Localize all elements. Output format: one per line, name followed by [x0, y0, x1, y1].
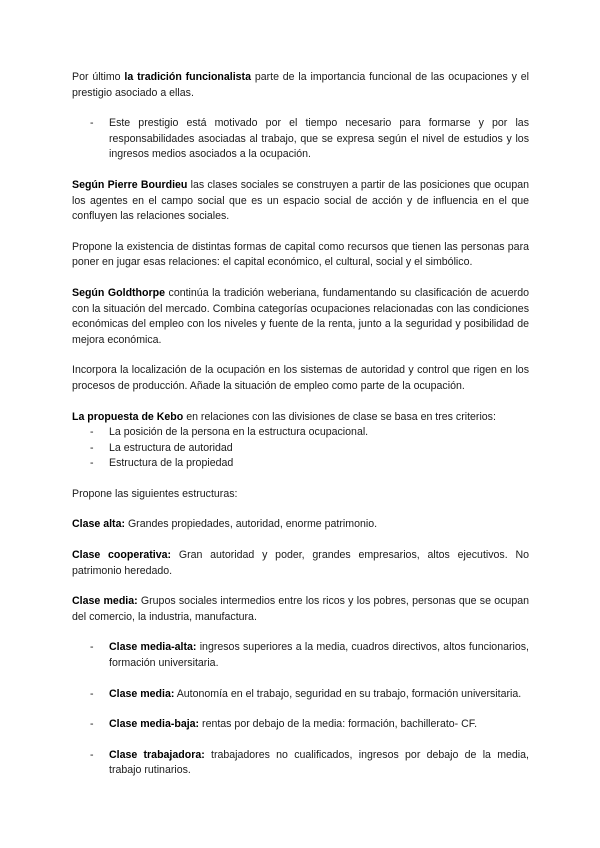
goldthorpe-term: Según Goldthorpe [72, 286, 165, 299]
list-item: - Estructura de la propiedad [72, 456, 529, 472]
kebo-paragraph [72, 410, 529, 426]
bourdieu-capital-paragraph: Propone la existencia de distintas formas de capital como recursos que tienen las personas para poner en jugar esas relaciones: el capital económico, el cultural, social y el simbólico. [72, 240, 529, 269]
list-item: - Este prestigio está motivado por el tiempo necesario para formarse y por las responsabilidades asociadas al trabajo, que se expresa según el nivel de estudios y los ingresos medios asociados a la ocupación. [72, 116, 529, 163]
class-media-paragraph [72, 594, 529, 625]
list-item: - La estructura de autoridad [72, 441, 529, 457]
document-page [72, 70, 529, 794]
list-item [72, 640, 529, 671]
class-cooperativa-paragraph [72, 548, 529, 579]
kebo-criteria-list [72, 425, 529, 472]
kebo-term: La propuesta de Kebo [72, 410, 184, 423]
list-item [72, 717, 529, 733]
class-label: Clase alta: [72, 518, 125, 531]
structures-intro: Propone las siguientes estructuras: [72, 487, 238, 500]
kebo-text: en relaciones con las divisiones de clase se basa en tres criterios: [183, 410, 496, 423]
bourdieu-text: las clases sociales se construyen a partir de las posiciones que ocupan los agentes en el campo social que es un espacio social de acción y de influencia en el que confluyen las relaciones sociales. [72, 178, 529, 223]
subclass-label: Clase media-baja: [109, 718, 200, 731]
class-description: Grupos sociales intermedios entre los ricos y los pobres, personas que se ocupan del comercio, la industria, manufactura. [72, 595, 529, 623]
subclass-label: Clase media: [109, 687, 175, 700]
functionalist-paragraph [72, 70, 529, 101]
functionalist-bullets [72, 116, 529, 163]
subclass-label: Clase media-alta: [109, 641, 197, 654]
goldthorpe-paragraph [72, 286, 529, 348]
bourdieu-term: Según Pierre Bourdieu [72, 178, 188, 191]
bourdieu-paragraph [72, 178, 529, 225]
goldthorpe-text: continúa la tradición weberiana, fundamentando su clasificación de acuerdo con la situación del mercado. Combina categorías ocupaciones relacionadas con las condiciones económicas del empleo con los niveles y fuente de la renta, junto a la seguridad y posibilidad de mejora económica. [72, 286, 529, 346]
class-description: Gran autoridad y poder, grandes empresarios, altos ejecutivos. No patrimonio heredado. [72, 549, 529, 577]
list-item [72, 687, 529, 703]
subclass-description: trabajadores no cualificados, ingresos por debajo de la media, trabajo rutinarios. [109, 748, 530, 777]
subclass-list [72, 640, 529, 779]
class-label: Clase media: [72, 595, 138, 608]
subclass-description: Autonomía en el trabajo, seguridad en su trabajo, formación universitaria. [174, 687, 522, 700]
list-item [72, 748, 529, 779]
functionalist-term: la tradición funcionalista [124, 71, 251, 83]
list-item: - La posición de la persona en la estructura ocupacional. [72, 425, 529, 441]
subclass-label: Clase trabajadora: [109, 748, 205, 761]
subclass-description: ingresos superiores a la media, cuadros directivos, altos funcionarios, formación universitaria. [109, 641, 529, 670]
goldthorpe-authority-paragraph: Incorpora la localización de la ocupación en los sistemas de autoridad y control que rigen en los procesos de producción. Añade la situación de empleo como parte de la ocupación. [72, 364, 529, 392]
functionalist-intro: Por último [72, 71, 125, 83]
class-label: Clase cooperativa: [72, 549, 172, 562]
functionalist-text: parte de la importancia funcional de las ocupaciones y el prestigio asociado a ellas. [72, 71, 529, 99]
subclass-description: rentas por debajo de la media: formación, bachillerato- CF. [199, 718, 478, 731]
class-description: Grandes propiedades, autoridad, enorme patrimonio. [125, 518, 378, 531]
class-alta-paragraph [72, 517, 529, 533]
